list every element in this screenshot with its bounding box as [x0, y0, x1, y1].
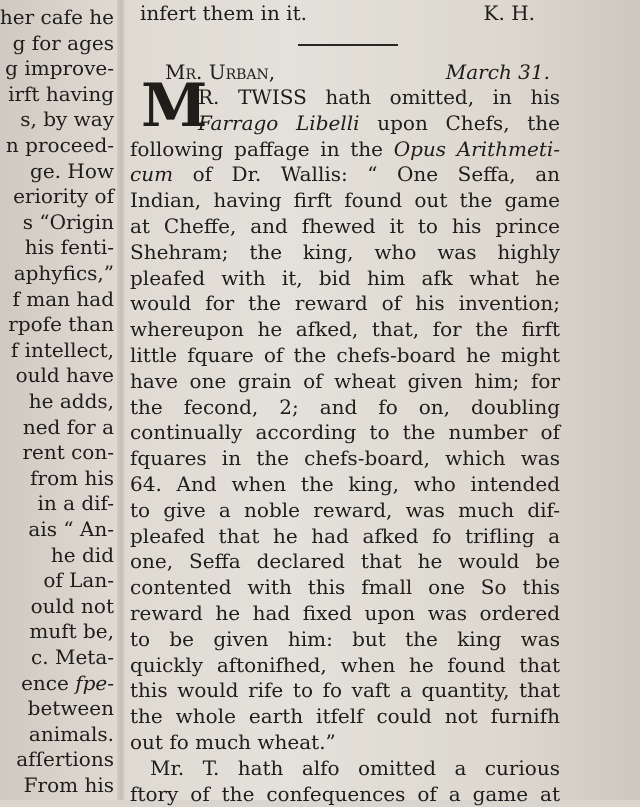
- left-column-line: n proceed-: [5, 133, 114, 157]
- letter-line: reward he had fixed upon was ordered: [130, 601, 560, 625]
- left-column-line: ould have: [15, 363, 114, 388]
- left-column-line: her cafe he: [0, 5, 114, 29]
- letter-line: whereupon he afked, that, for the firft: [130, 317, 560, 342]
- left-column-line: he did: [50, 542, 114, 567]
- letter-line: fquares in the chefs-board, which was: [130, 446, 560, 471]
- left-column-line: between: [27, 696, 114, 721]
- letter-line: one, Seffa declared that he would be: [130, 549, 560, 574]
- left-column-line: muft be,: [29, 619, 114, 644]
- letter-line: following paffage in the Opus Arithmeti-: [130, 136, 561, 161]
- left-column-line: s, by way: [20, 107, 114, 132]
- letter-line: to be given him: but the king was: [130, 626, 560, 651]
- letter-line: would for the reward of his invention;: [130, 291, 560, 316]
- left-column-line: from his: [30, 465, 114, 490]
- letter-line: little fquare of the chefs-board he might: [130, 343, 560, 367]
- left-column-line: of Lan-: [43, 568, 114, 593]
- column-gutter: [117, 0, 125, 800]
- left-column-line: afſertions: [16, 747, 114, 772]
- letter-line: have one grain of wheat given him; for: [130, 368, 560, 393]
- left-column-line: eriority of: [13, 184, 114, 209]
- letter-line: contented with this fmall one So this: [130, 575, 560, 600]
- left-column-line: g improve-: [5, 56, 114, 81]
- letter-line: the whole earth itfelf could not furnifh: [130, 704, 560, 729]
- letter-line: Shehram; the king, who was highly: [130, 239, 560, 264]
- letter-date: March 31.: [445, 60, 550, 84]
- signoff-text: infert them in it.: [140, 1, 307, 25]
- left-column-line: ould not: [30, 593, 114, 618]
- letter-line: at Cheffe, and fhewed it to his prince: [130, 214, 560, 238]
- left-column-line: f man had: [12, 286, 114, 311]
- left-column-line: c. Meta-: [31, 645, 114, 669]
- previous-letter-signoff: [140, 0, 535, 26]
- left-column-line: ais “ An-: [28, 517, 114, 541]
- letter-line: quickly aftonifhed, when he found that: [130, 652, 560, 677]
- salutation: Mr. Urban,: [165, 60, 276, 84]
- left-column-line: rent con-: [22, 440, 114, 465]
- letter-line: 64. And when the king, who intended: [130, 472, 560, 496]
- left-column-line: in a dif-: [37, 491, 114, 516]
- letter-line: Indian, having firft found out the game: [130, 188, 560, 213]
- left-column-line: ge. How: [30, 158, 114, 183]
- left-column-line: he adds,: [28, 389, 114, 413]
- letter-line: cum of Dr. Wallis: “ One Seffa, an: [130, 162, 560, 187]
- letter-line: out fo much wheat.”: [130, 730, 336, 754]
- left-column-line: aphyfics,”: [13, 261, 114, 285]
- left-column-line: rpofe than: [8, 312, 114, 337]
- left-column-line: s “Origin: [22, 209, 114, 234]
- letter-line: Farrago Libelli upon Chefs, the: [198, 110, 560, 135]
- letter-line: pleafed that he had afked fo trifling a: [130, 523, 560, 548]
- left-column-line: From his: [23, 773, 114, 797]
- left-column-line: animals.: [28, 721, 114, 746]
- signoff-initials: K. H.: [483, 1, 535, 25]
- letter-line: pleafed with it, bid him afk what he: [130, 265, 560, 290]
- left-column-line: his fenti-: [24, 235, 114, 260]
- left-column-line: irft having: [8, 81, 114, 106]
- left-column-line: g for ages: [12, 30, 114, 55]
- letter-line: R. TWISS hath omitted, in his: [198, 85, 560, 109]
- letter-line: to give a noble reward, was much dif-: [130, 497, 560, 522]
- section-divider: [298, 44, 398, 46]
- letter-line: this would rife to fo vaft a quantity, that: [130, 678, 560, 703]
- left-column-line: f intellect,: [10, 337, 114, 362]
- letter-line: Mr. T. hath alfo omitted a curious: [150, 755, 560, 780]
- letter-line: the fecond, 2; and fo on, doubling: [130, 394, 560, 419]
- drop-cap: M: [141, 71, 208, 141]
- left-column-line: ned for a: [22, 414, 114, 439]
- letter-line: ftory of the confequences of a game at: [130, 781, 560, 806]
- letter-dateline: [165, 58, 550, 86]
- left-column-line: ence fpe-: [21, 670, 114, 695]
- letter-line: continually according to the number of: [130, 420, 560, 445]
